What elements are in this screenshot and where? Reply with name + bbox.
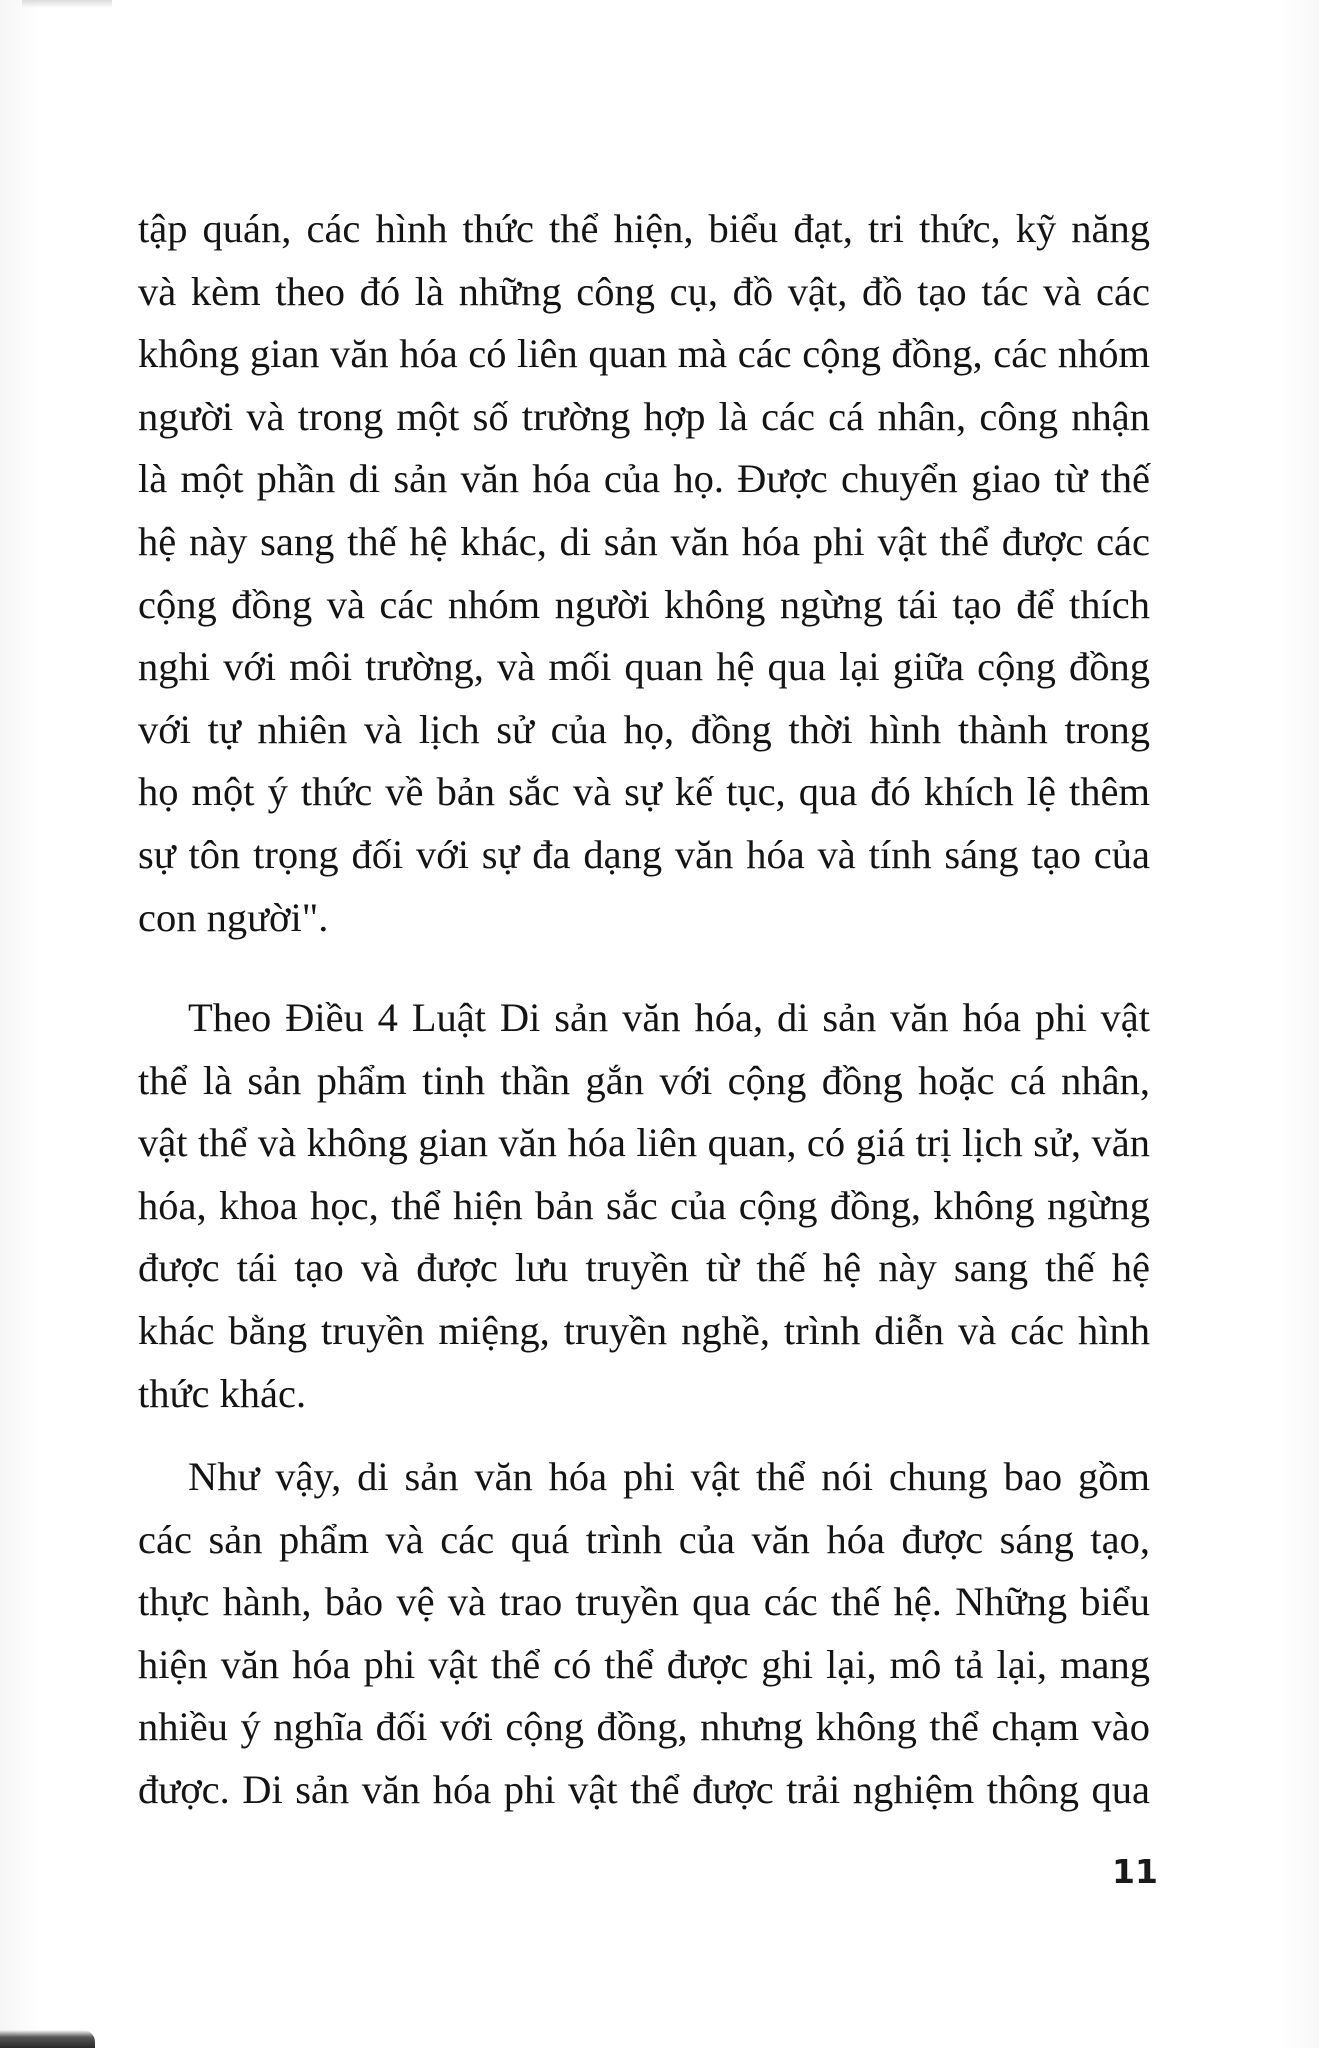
paragraph-2 [138,987,1150,1425]
paragraph-2-line: được tái tạo và được lưu truyền từ thế hệ này sang thế hệ [138,1245,1150,1291]
paragraph-1-line: họ một ý thức về bản sắc và sự kế tục, qua đó khích lệ thêm [138,769,1150,815]
paragraph-3-line: được. Di sản văn hóa phi vật thể được trải nghiệm thông qua [138,1766,1150,1812]
paragraph-1-line: cộng đồng và các nhóm người không ngừng tái tạo để thích [138,581,1150,627]
paragraph-2-line: Theo Điều 4 Luật Di sản văn hóa, di sản văn hóa phi vật [188,995,1150,1040]
paragraph-1-line: không gian văn hóa có liên quan mà các cộng đồng, các nhóm [138,331,1150,377]
paragraph-2-line: vật thể và không gian văn hóa liên quan, có giá trị lịch sử, văn [138,1120,1150,1166]
paragraph-2-line: khác bằng truyền miệng, truyền nghề, trình diễn và các hình [138,1307,1150,1353]
paragraph-3-line: thực hành, bảo vệ và trao truyền qua các thế hệ. Những biểu [138,1579,1150,1625]
paragraph-1-line: là một phần di sản văn hóa của họ. Được chuyển giao từ thế [138,456,1150,502]
paragraph-2-line: thể là sản phẩm tinh thần gắn với cộng đồng hoặc cá nhân, [138,1057,1150,1103]
paragraph-3-line: nhiều ý nghĩa đối với cộng đồng, nhưng không thể chạm vào [138,1704,1150,1750]
paragraph-1-line: sự tôn trọng đối với sự đa dạng văn hóa và tính sáng tạo của [138,831,1150,877]
paragraph-2-line: hóa, khoa học, thể hiện bản sắc của cộng đồng, không ngừng [138,1182,1150,1228]
paragraph-3-line: các sản phẩm và các quá trình của văn hóa được sáng tạo, [138,1516,1150,1562]
paragraph-1 [138,198,1150,949]
scan-corner-mark [0,2030,95,2048]
paragraph-1-line: con người". [138,894,329,940]
paragraph-1-line: nghi với môi trường, và mối quan hệ qua lại giữa cộng đồng [138,644,1150,690]
paragraph-1-line: và kèm theo đó là những công cụ, đồ vật, đồ tạo tác và các [138,268,1150,314]
page-number: 11 [1112,1852,1158,1891]
paragraph-3-line: hiện văn hóa phi vật thể có thể được ghi lại, mô tả lại, mang [138,1641,1150,1687]
paragraph-1-line: tập quán, các hình thức thể hiện, biểu đạt, tri thức, kỹ năng [138,206,1150,251]
paragraph-1-line: với tự nhiên và lịch sử của họ, đồng thời hình thành trong [138,706,1150,752]
paragraph-1-line: hệ này sang thế hệ khác, di sản văn hóa phi vật thể được các [138,518,1150,564]
paragraph-3 [138,1446,1150,1822]
scan-edge-mark [22,0,112,8]
paragraph-2-line: thức khác. [138,1370,307,1416]
paragraph-3-line: Như vậy, di sản văn hóa phi vật thể nói chung bao gồm [188,1454,1150,1499]
paragraph-1-line: người và trong một số trường hợp là các cá nhân, công nhận [138,393,1150,439]
